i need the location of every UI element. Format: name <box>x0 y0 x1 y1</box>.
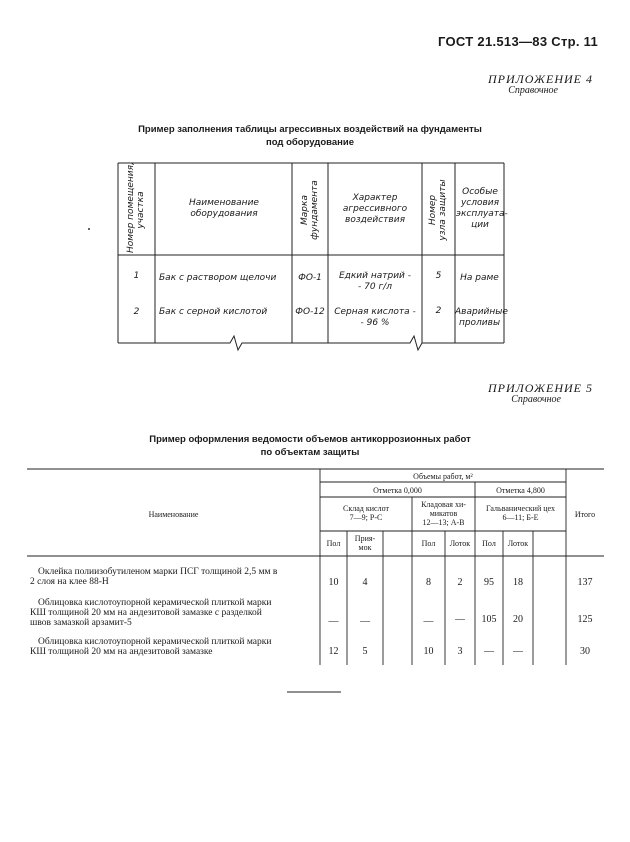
t2-group1 <box>320 504 412 522</box>
t2-r2-c7: 20 <box>513 614 523 625</box>
appendix-4-subtitle: Справочное <box>508 85 558 96</box>
t1-row1-character-l1: Едкий натрий - <box>338 271 412 281</box>
t1-header-character-l3: воздействия <box>345 215 405 225</box>
t2-sub-tray-2: Лоток <box>507 539 529 548</box>
t1-row1-character-l2: - 70 г/л <box>358 282 392 292</box>
t2-group2-l2: микатов <box>429 509 458 518</box>
t2-header-mark1: Отметка 0,000 <box>373 486 422 495</box>
t2-row2-name <box>30 598 314 628</box>
t2-sub-pit-l1: Прия- <box>354 534 376 543</box>
t2-r3-total: 30 <box>580 646 590 657</box>
t2-row1-name <box>30 567 314 587</box>
t1-header-equipment-l2: оборудования <box>190 209 258 219</box>
t1-row2-foundation: ФО-12 <box>295 307 325 317</box>
t2-sub-pit <box>347 534 383 552</box>
t2-r2-c4: — <box>423 616 434 627</box>
t1-row2-character-l1: Серная кислота - <box>334 307 416 317</box>
t1-header-room-l2: участка <box>136 191 146 229</box>
t1-row2-character-l2: - 96 % <box>360 318 390 328</box>
t2-r2-c1: — <box>328 616 339 627</box>
t2-sub-pit-l2: мок <box>358 543 372 552</box>
t2-row3-name-l2: КШ толщиной 20 мм на андезитовой замазке <box>30 647 213 657</box>
appendix-5-subtitle: Справочное <box>511 394 561 405</box>
appendix-4-title: ПРИЛОЖЕНИЕ 4 <box>488 72 593 86</box>
t1-row1-equipment: Бак с раствором щелочи <box>159 273 277 283</box>
t2-r1-c2: 4 <box>362 577 368 588</box>
caption-5-line-2: по объектам защиты <box>260 447 360 458</box>
t1-header-foundation-l2: фундамента <box>310 180 320 240</box>
t1-header-equipment-l1: Наименование <box>189 198 259 208</box>
t2-group3-l1: Гальванический цех <box>486 504 555 513</box>
t1-header-conditions-l2: условия <box>460 198 500 208</box>
t1-row2-equipment: Бак с серной кислотой <box>159 307 268 317</box>
t1-header-node-l1: Номер <box>428 194 438 226</box>
t1-row2-room: 2 <box>133 307 140 317</box>
t2-row3-name <box>30 637 314 657</box>
caption-line-2: под оборудование <box>266 137 354 148</box>
t2-row3-name-l1: Облицовка кислотоупорной керамической плиткой марки <box>38 637 272 647</box>
t2-group3 <box>475 504 566 522</box>
t1-row1-foundation: ФО-1 <box>298 273 322 283</box>
appendix-5-title: ПРИЛОЖЕНИЕ 5 <box>488 381 593 395</box>
t2-r3-c4: 10 <box>423 646 434 657</box>
t1-row1-conditions: На раме <box>460 273 499 283</box>
t2-r1-c1: 10 <box>328 577 339 588</box>
t2-row1-name-l2: 2 слоя на клее 88-Н <box>30 577 109 587</box>
t2-header-mark2: Отметка 4,800 <box>496 486 545 495</box>
t2-group2-l1: Кладовая хи- <box>421 500 466 509</box>
t2-group1-l1: Склад кислот <box>343 504 389 513</box>
t1-header-conditions-l3: эксплуата- <box>456 209 508 219</box>
t2-r2-c6: 105 <box>481 614 497 625</box>
t2-group3-l2: 6—11; Б-Е <box>502 513 539 522</box>
t1-header-conditions-l1: Особые <box>462 187 498 197</box>
t2-sub-tray-1: Лоток <box>449 539 471 548</box>
t2-sub-floor-2: Пол <box>421 539 436 548</box>
t1-row1-node: 5 <box>435 271 442 281</box>
t2-r1-c7: 18 <box>513 577 523 588</box>
t2-r3-c1: 12 <box>328 646 339 657</box>
t1-header-conditions-l4: ции <box>471 220 489 230</box>
t2-group2 <box>412 500 475 527</box>
t2-r1-c6: 95 <box>484 577 494 588</box>
t2-row1-name-l1: Оклейка полиизобутиленом марки ПСГ толщиной 2,5 мм в <box>38 567 278 577</box>
t2-group1-l2: 7—9; Р-С <box>349 513 383 522</box>
t2-row2-name-l2: КШ толщиной 20 мм на андезитовой замазке с разделкой <box>30 608 262 618</box>
caption-line-1: Пример заполнения таблицы агрессивных воздействий на фундаменты <box>138 124 482 135</box>
t2-header-name: Наименование <box>148 510 199 519</box>
t1-header-character-l1: Характер <box>352 193 398 203</box>
t1-header-node-l2: узла защиты <box>438 179 448 241</box>
t1-header-room-l1: Номер помещения, <box>126 162 136 253</box>
t2-r1-total: 137 <box>577 577 593 588</box>
t2-r1-c4: 8 <box>426 577 431 588</box>
page-header: ГОСТ 21.513—83 Стр. 11 <box>438 34 599 49</box>
t2-r2-c2: — <box>360 616 370 627</box>
t2-sub-floor-1: Пол <box>326 539 341 548</box>
caption-5-line-1: Пример оформления ведомости объемов антикоррозионных работ <box>149 434 471 445</box>
t2-row2-name-l1: Облицовка кислотоупорной керамической плиткой марки <box>38 598 272 608</box>
t2-r2-c5: — <box>455 614 465 625</box>
t2-r3-c6: — <box>484 646 494 657</box>
t2-r1-c5: 2 <box>457 577 463 588</box>
t2-sub-floor-3: Пол <box>482 539 496 548</box>
t2-row2-name-l3: швов замазкой арзамит-5 <box>30 618 132 628</box>
t1-header-character-l2: агрессивного <box>342 204 408 214</box>
t2-r2-total: 125 <box>577 614 593 625</box>
t1-row2-conditions-l1: Аварийные <box>455 307 508 317</box>
t2-header-volumes: Объемы работ, м² <box>413 472 473 481</box>
t2-r3-c7: — <box>513 646 523 657</box>
t2-header-total: Итого <box>574 510 596 519</box>
t2-r3-c2: 5 <box>362 646 368 657</box>
t1-row1-room: 1 <box>133 271 140 281</box>
t1-row2-conditions-l2: проливы <box>458 318 501 328</box>
t1-header-foundation-l1: Марка <box>300 195 310 225</box>
t1-row2-node: 2 <box>435 306 442 316</box>
t2-group2-l3: 12—13; А-В <box>422 518 465 527</box>
t2-r3-c5: 3 <box>457 646 463 657</box>
